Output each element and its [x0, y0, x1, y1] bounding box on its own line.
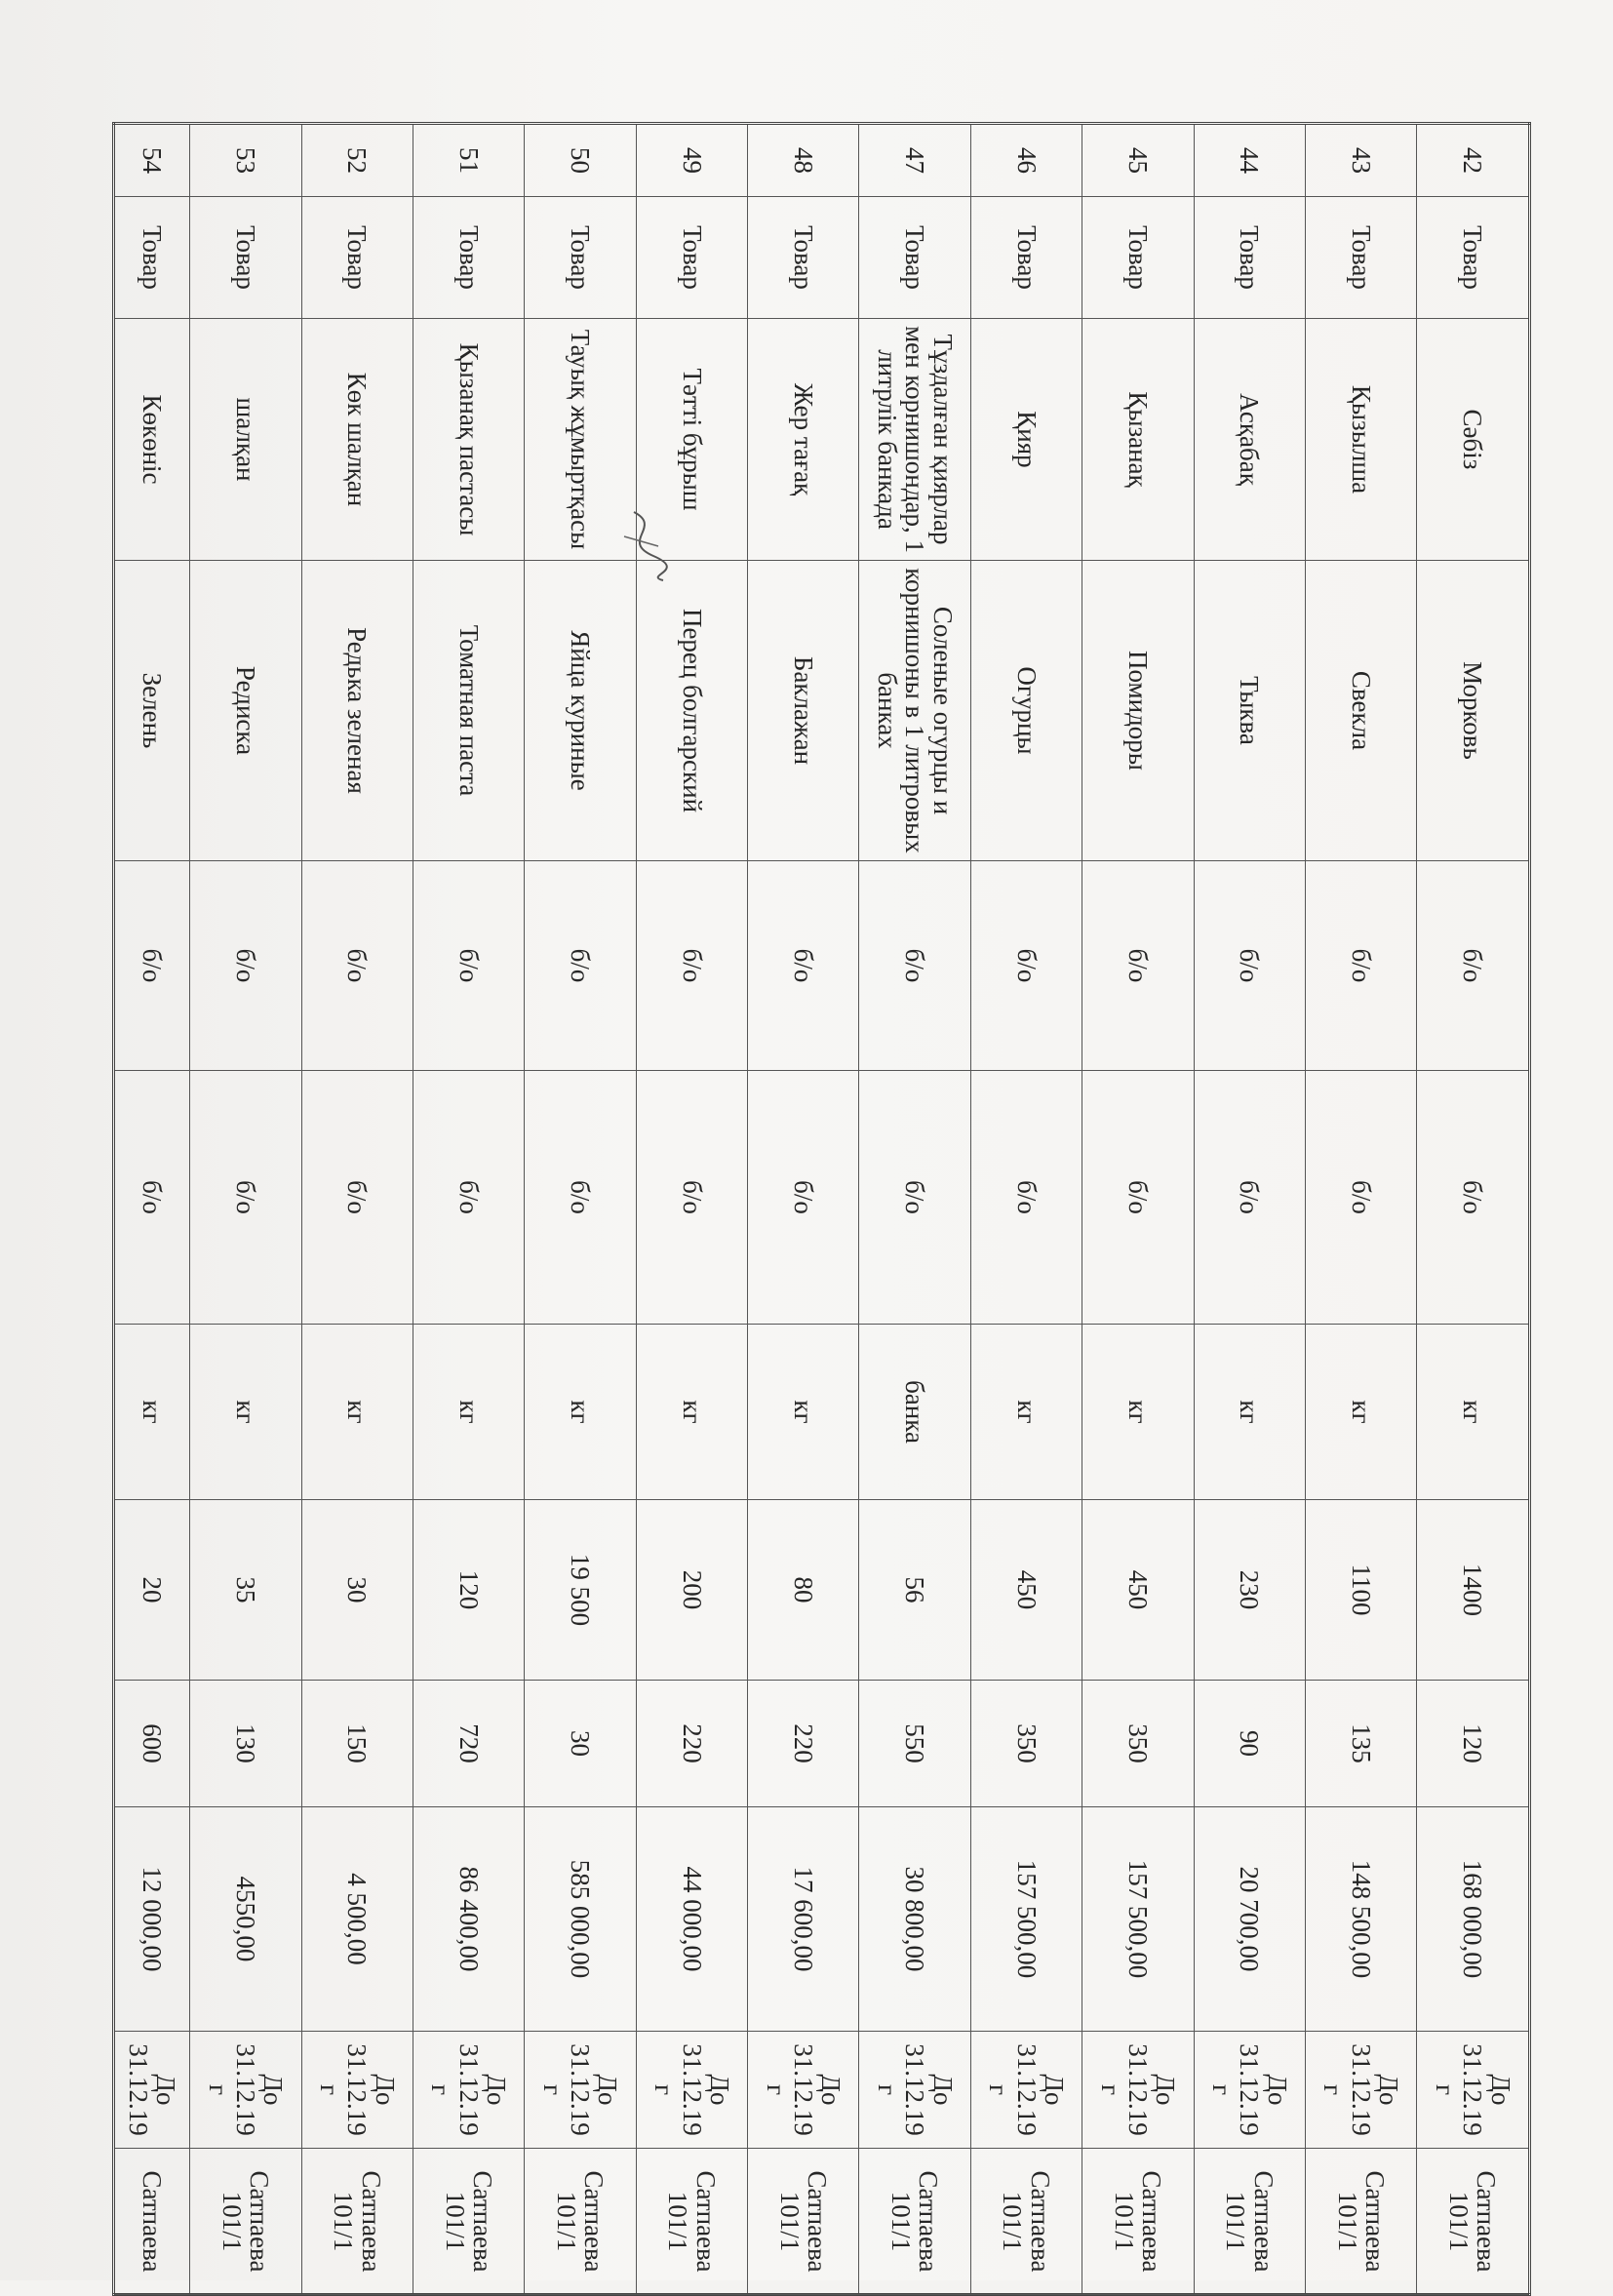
sum-cell: 4550,00: [190, 1807, 301, 2032]
row-number-cell: 45: [1082, 124, 1194, 197]
item-type-cell: Товар: [1305, 197, 1416, 319]
sum-cell: 12 000,00: [114, 1807, 190, 2032]
name-kazakh-cell: Көкөніс: [114, 319, 190, 561]
unit-cell: кг: [1082, 1325, 1194, 1500]
delivery-place-cell: Сатпаева: [114, 2149, 190, 2295]
delivery-place-cell: Сатпаева 101/1: [1417, 2149, 1530, 2295]
spec-ru-cell: б/о: [525, 1071, 636, 1325]
delivery-place-cell: Сатпаева 101/1: [859, 2149, 970, 2295]
spec-ru-cell: б/о: [190, 1071, 301, 1325]
item-type-cell: Товар: [1194, 197, 1305, 319]
unit-cell: кг: [114, 1325, 190, 1500]
price-cell: 30: [525, 1681, 636, 1807]
spec-ru-cell: б/о: [748, 1071, 859, 1325]
delivery-term-cell: До 31.12.19 г: [1082, 2032, 1194, 2149]
delivery-term-cell: До 31.12.19 г: [190, 2032, 301, 2149]
price-cell: 720: [413, 1681, 524, 1807]
quantity-cell: 1400: [1417, 1500, 1530, 1681]
delivery-term-cell: До 31.12.19 г: [636, 2032, 747, 2149]
sum-cell: 4 500,00: [301, 1807, 413, 2032]
name-kazakh-cell: Сәбіз: [1417, 319, 1530, 561]
sum-cell: 30 800,00: [859, 1807, 970, 2032]
item-type-cell: Товар: [859, 197, 970, 319]
delivery-term-cell: До 31.12.19 г: [1305, 2032, 1416, 2149]
unit-cell: кг: [636, 1325, 747, 1500]
unit-cell: кг: [748, 1325, 859, 1500]
name-russian-cell: Тыква: [1194, 561, 1305, 861]
delivery-place-cell: Сатпаева 101/1: [525, 2149, 636, 2295]
delivery-term-cell: До 31.12.19 г: [301, 2032, 413, 2149]
spec-kz-cell: б/о: [636, 861, 747, 1071]
delivery-place-cell: Сатпаева 101/1: [748, 2149, 859, 2295]
spec-kz-cell: б/о: [1417, 861, 1530, 1071]
spec-ru-cell: б/о: [1305, 1071, 1416, 1325]
quantity-cell: 80: [748, 1500, 859, 1681]
item-type-cell: Товар: [525, 197, 636, 319]
delivery-place-cell: Сатпаева 101/1: [190, 2149, 301, 2295]
delivery-term-cell: До 31.12.19 г: [859, 2032, 970, 2149]
table-row: [413, 124, 524, 2295]
name-kazakh-cell: Көк шалқан: [301, 319, 413, 561]
name-russian-cell: Перец болгарский: [636, 561, 747, 861]
quantity-cell: 200: [636, 1500, 747, 1681]
row-number-cell: 44: [1194, 124, 1305, 197]
unit-cell: кг: [1305, 1325, 1416, 1500]
spec-ru-cell: б/о: [1417, 1071, 1530, 1325]
quantity-cell: 19 500: [525, 1500, 636, 1681]
table-row: [1305, 124, 1416, 2295]
name-russian-cell: Морковь: [1417, 561, 1530, 861]
quantity-cell: 450: [1082, 1500, 1194, 1681]
name-russian-cell: Соленые огурцы и корнишоны в 1 литровых банках: [859, 561, 970, 861]
name-russian-cell: Баклажан: [748, 561, 859, 861]
name-russian-cell: Редиска: [190, 561, 301, 861]
name-russian-cell: Огурцы: [970, 561, 1082, 861]
quantity-cell: 30: [301, 1500, 413, 1681]
quantity-cell: 230: [1194, 1500, 1305, 1681]
spec-kz-cell: б/о: [748, 861, 859, 1071]
name-kazakh-cell: Қызанақ: [1082, 319, 1194, 561]
procurement-table: [112, 122, 1531, 2296]
item-type-cell: Товар: [748, 197, 859, 319]
spec-kz-cell: б/о: [525, 861, 636, 1071]
spec-kz-cell: б/о: [859, 861, 970, 1071]
price-cell: 135: [1305, 1681, 1416, 1807]
price-cell: 350: [970, 1681, 1082, 1807]
price-cell: 220: [748, 1681, 859, 1807]
spec-ru-cell: б/о: [301, 1071, 413, 1325]
quantity-cell: 20: [114, 1500, 190, 1681]
spec-kz-cell: б/о: [190, 861, 301, 1071]
row-number-cell: 50: [525, 124, 636, 197]
item-type-cell: Товар: [1082, 197, 1194, 319]
price-cell: 90: [1194, 1681, 1305, 1807]
table-row: [1194, 124, 1305, 2295]
row-number-cell: 48: [748, 124, 859, 197]
spec-kz-cell: б/о: [970, 861, 1082, 1071]
spec-ru-cell: б/о: [114, 1071, 190, 1325]
spec-ru-cell: б/о: [636, 1071, 747, 1325]
unit-cell: кг: [525, 1325, 636, 1500]
spec-kz-cell: б/о: [301, 861, 413, 1071]
row-number-cell: 52: [301, 124, 413, 197]
sum-cell: 86 400,00: [413, 1807, 524, 2032]
name-russian-cell: Яйца куриные: [525, 561, 636, 861]
price-cell: 600: [114, 1681, 190, 1807]
spec-kz-cell: б/о: [114, 861, 190, 1071]
delivery-place-cell: Сатпаева 101/1: [1082, 2149, 1194, 2295]
spec-ru-cell: б/о: [1194, 1071, 1305, 1325]
quantity-cell: 56: [859, 1500, 970, 1681]
delivery-place-cell: Сатпаева 101/1: [1305, 2149, 1416, 2295]
table-body: [114, 124, 1530, 2295]
spec-kz-cell: б/о: [1194, 861, 1305, 1071]
item-type-cell: Товар: [301, 197, 413, 319]
delivery-term-cell: До 31.12.19 г: [525, 2032, 636, 2149]
spec-kz-cell: б/о: [1082, 861, 1194, 1071]
quantity-cell: 35: [190, 1500, 301, 1681]
delivery-term-cell: До 31.12.19: [114, 2032, 190, 2149]
delivery-place-cell: Сатпаева 101/1: [636, 2149, 747, 2295]
delivery-place-cell: Сатпаева 101/1: [301, 2149, 413, 2295]
sum-cell: 168 000,00: [1417, 1807, 1530, 2032]
table-row: [114, 124, 190, 2295]
row-number-cell: 53: [190, 124, 301, 197]
price-cell: 130: [190, 1681, 301, 1807]
table-row: [636, 124, 747, 2295]
sum-cell: 157 500,00: [970, 1807, 1082, 2032]
table-row: [190, 124, 301, 2295]
price-cell: 220: [636, 1681, 747, 1807]
unit-cell: кг: [413, 1325, 524, 1500]
name-russian-cell: Редька зеленая: [301, 561, 413, 861]
delivery-term-cell: До 31.12.19 г: [413, 2032, 524, 2149]
table-row: [1417, 124, 1530, 2295]
row-number-cell: 46: [970, 124, 1082, 197]
name-kazakh-cell: Тәтті бұрыш: [636, 319, 747, 561]
rotated-table-sheet: [112, 122, 1531, 2292]
sum-cell: 44 000,00: [636, 1807, 747, 2032]
spec-ru-cell: б/о: [1082, 1071, 1194, 1325]
row-number-cell: 47: [859, 124, 970, 197]
name-kazakh-cell: Қызылша: [1305, 319, 1416, 561]
unit-cell: кг: [970, 1325, 1082, 1500]
pen-mark-icon: [614, 507, 673, 585]
name-kazakh-cell: Тұздалған қиярлар мен корнишондар, 1 литрлік банкада: [859, 319, 970, 561]
delivery-term-cell: До 31.12.19 г: [970, 2032, 1082, 2149]
spec-ru-cell: б/о: [970, 1071, 1082, 1325]
table-row: [1082, 124, 1194, 2295]
name-kazakh-cell: шалқан: [190, 319, 301, 561]
item-type-cell: Товар: [636, 197, 747, 319]
spec-ru-cell: б/о: [413, 1071, 524, 1325]
sum-cell: 585 000,00: [525, 1807, 636, 2032]
name-kazakh-cell: Тауық жұмыртқасы: [525, 319, 636, 561]
price-cell: 150: [301, 1681, 413, 1807]
sum-cell: 20 700,00: [1194, 1807, 1305, 2032]
delivery-place-cell: Сатпаева 101/1: [970, 2149, 1082, 2295]
spec-kz-cell: б/о: [413, 861, 524, 1071]
name-russian-cell: Помидоры: [1082, 561, 1194, 861]
spec-ru-cell: б/о: [859, 1071, 970, 1325]
unit-cell: кг: [1417, 1325, 1530, 1500]
name-kazakh-cell: Асқабақ: [1194, 319, 1305, 561]
table-row: [301, 124, 413, 2295]
item-type-cell: Товар: [114, 197, 190, 319]
name-russian-cell: Зелень: [114, 561, 190, 861]
sum-cell: 157 500,00: [1082, 1807, 1194, 2032]
price-cell: 120: [1417, 1681, 1530, 1807]
name-kazakh-cell: Жер тағақ: [748, 319, 859, 561]
spec-kz-cell: б/о: [1305, 861, 1416, 1071]
price-cell: 350: [1082, 1681, 1194, 1807]
delivery-term-cell: До 31.12.19 г: [1417, 2032, 1530, 2149]
delivery-place-cell: Сатпаева 101/1: [413, 2149, 524, 2295]
item-type-cell: Товар: [190, 197, 301, 319]
row-number-cell: 42: [1417, 124, 1530, 197]
unit-cell: банка: [859, 1325, 970, 1500]
quantity-cell: 1100: [1305, 1500, 1416, 1681]
quantity-cell: 120: [413, 1500, 524, 1681]
price-cell: 550: [859, 1681, 970, 1807]
item-type-cell: Товар: [970, 197, 1082, 319]
table-row: [748, 124, 859, 2295]
name-russian-cell: Томатная паста: [413, 561, 524, 861]
delivery-place-cell: Сатпаева 101/1: [1194, 2149, 1305, 2295]
item-type-cell: Товар: [1417, 197, 1530, 319]
row-number-cell: 54: [114, 124, 190, 197]
row-number-cell: 43: [1305, 124, 1416, 197]
name-kazakh-cell: Қияр: [970, 319, 1082, 561]
row-number-cell: 51: [413, 124, 524, 197]
name-russian-cell: Свекла: [1305, 561, 1416, 861]
quantity-cell: 450: [970, 1500, 1082, 1681]
table-row: [859, 124, 970, 2295]
table-row: [970, 124, 1082, 2295]
sum-cell: 17 600,00: [748, 1807, 859, 2032]
table-row: [525, 124, 636, 2295]
delivery-term-cell: До 31.12.19 г: [1194, 2032, 1305, 2149]
unit-cell: кг: [190, 1325, 301, 1500]
unit-cell: кг: [301, 1325, 413, 1500]
row-number-cell: 49: [636, 124, 747, 197]
item-type-cell: Товар: [413, 197, 524, 319]
sum-cell: 148 500,00: [1305, 1807, 1416, 2032]
unit-cell: кг: [1194, 1325, 1305, 1500]
delivery-term-cell: До 31.12.19 г: [748, 2032, 859, 2149]
name-kazakh-cell: Қызанақ пастасы: [413, 319, 524, 561]
